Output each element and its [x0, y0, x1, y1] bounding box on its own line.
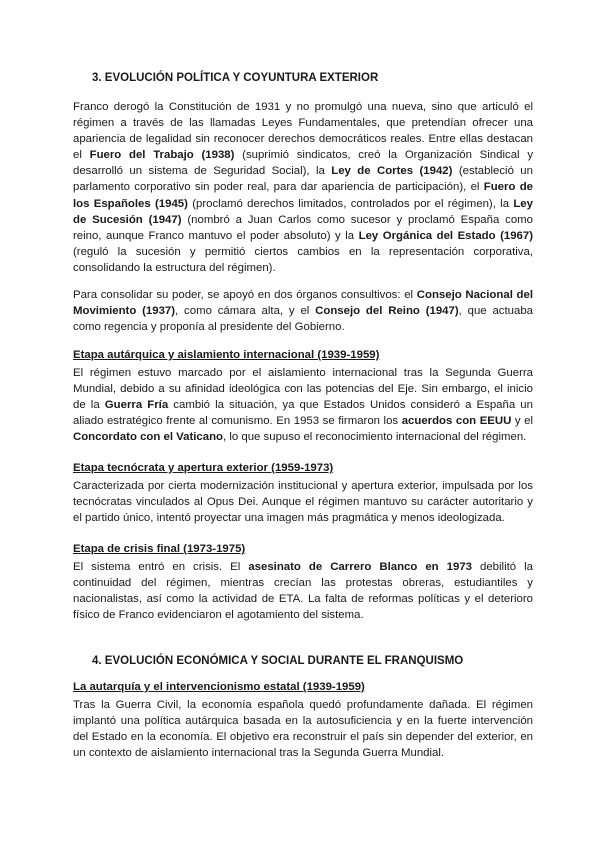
- text-line: [73, 287, 533, 303]
- text-run: aliado estratégico frente al comunismo. En 1953 se firmaron los: [73, 415, 402, 428]
- stage-autarquica-text: [73, 365, 533, 445]
- text-line: [73, 303, 533, 319]
- text-run: apariencia de legalidad sin reconocer derechos democráticos reales. Entre ellas destacan: [73, 133, 533, 146]
- text-line: [73, 179, 533, 195]
- text-run: consolidando la estructura del régimen).: [73, 261, 276, 274]
- bold-text-run: Fuero del Trabajo (1938): [89, 149, 235, 162]
- bold-text-run: Ley: [513, 197, 533, 210]
- text-run: nacionalistas, así como la actividad de ETA. La falta de reformas políticas y el deterioro: [73, 593, 533, 606]
- text-line: [73, 228, 533, 244]
- text-line: [73, 365, 533, 381]
- bold-text-run: Concordato con el Vaticano: [73, 431, 224, 444]
- section-4-heading: 4. EVOLUCIÓN ECONÓMICA Y SOCIAL DURANTE EL FRANQUISMO: [92, 655, 464, 667]
- text-line: [73, 319, 533, 335]
- text-line: [73, 478, 533, 494]
- text-run: (estableció un: [452, 165, 533, 178]
- text-line: [73, 212, 533, 228]
- text-run: El sistema entró en crisis. El: [73, 561, 249, 573]
- bold-text-run: Guerra Fría: [104, 399, 169, 412]
- text-run: , como cámara alta, y el: [175, 305, 316, 318]
- text-line: [73, 381, 533, 397]
- text-line: [73, 575, 533, 591]
- text-run: físico de Franco evidenciaron el agotamiento del sistema.: [73, 609, 364, 622]
- text-line: [73, 99, 533, 115]
- text-run: como regencia y proponía al presidente del Gobierno.: [73, 321, 345, 334]
- text-line: [73, 697, 533, 713]
- text-run: y el: [511, 415, 534, 428]
- bold-text-run: acuerdos con EEUU: [401, 415, 512, 428]
- text-line: [73, 494, 533, 510]
- text-run: Para consolidar su poder, se apoyó en dos órganos consultivos: el: [73, 289, 417, 301]
- bold-text-run: Movimiento (1937): [73, 305, 176, 318]
- text-line: [73, 429, 533, 445]
- bold-text-run: Consejo Nacional del: [416, 289, 533, 301]
- section-3-paragraph-2: [73, 287, 533, 335]
- text-line: [73, 147, 533, 163]
- stage-crisis-text: [73, 559, 533, 623]
- text-run: Tras la Guerra Civil, la economía española quedó profundamente dañada. El régimen: [73, 699, 533, 711]
- text-line: [73, 745, 533, 761]
- text-run: Franco derogó la Constitución de 1931 y no promulgó una nueva, sino que articuló el: [73, 101, 533, 113]
- text-line: [73, 413, 533, 429]
- text-run: , que actuaba: [458, 305, 533, 318]
- text-run: El régimen estuvo marcado por el aislamiento internacional tras la Segunda Guerra: [73, 367, 533, 379]
- text-line: [73, 510, 533, 526]
- text-line: [73, 163, 533, 179]
- bold-text-run: los Españoles (1945): [73, 197, 188, 210]
- stage-autarquica-title: Etapa autárquica y aislamiento internacional (1939-1959): [73, 349, 380, 361]
- text-run: de la: [73, 399, 105, 412]
- text-line: [73, 713, 533, 729]
- text-run: el partido único, intentó proyectar una imagen más pragmática y menos ideologizada.: [73, 512, 505, 525]
- text-run: tecnócratas vinculados al Opus Dei. Aunque el régimen mantuvo su carácter autoritario y: [73, 496, 533, 509]
- stage-autarquia-economica-title: La autarquía y el intervencionismo estatal (1939-1959): [73, 681, 365, 693]
- section-3-heading: 3. EVOLUCIÓN POLÍTICA Y COYUNTURA EXTERIOR: [92, 72, 379, 84]
- text-run: reino, aunque Franco mantuvo el poder absoluto) y la: [73, 229, 359, 242]
- stage-tecnocrata-text: [73, 478, 533, 526]
- text-run: el: [73, 149, 90, 162]
- text-line: [73, 244, 533, 260]
- text-run: Caracterizada por cierta modernización institucional y apertura exterior, impulsada por los: [73, 480, 533, 492]
- stage-crisis-title: Etapa de crisis final (1973-1975): [73, 543, 246, 555]
- text-run: Mundial, debido a su afinidad ideológica con las potencias del Eje. Sin embargo, el inicio: [73, 383, 533, 396]
- text-run: , lo que supuso el reconocimiento internacional del régimen.: [223, 431, 527, 444]
- text-run: parlamento corporativo sin poder real, para dar apariencia de participación), el: [73, 181, 484, 194]
- text-line: [73, 260, 533, 276]
- bold-text-run: Consejo del Reino (1947): [315, 305, 459, 318]
- stage-tecnocrata-title: Etapa tecnócrata y apertura exterior (1959-1973): [73, 462, 334, 474]
- text-line: [73, 196, 533, 212]
- section-3-paragraph-1: [73, 99, 533, 276]
- text-run: implantó una política autárquica basada en la autosuficiencia y en la fuerte intervención: [73, 715, 533, 728]
- text-run: régimen a través de las llamadas Leyes Fundamentales, que pretendían ofrecer una: [73, 117, 533, 130]
- text-run: desarrolló un sistema de Seguridad Social), la: [73, 165, 332, 178]
- stage-autarquia-economica-text: [73, 697, 533, 761]
- text-run: (suprimió sindicatos, creó la Organización Sindical y: [234, 149, 534, 162]
- bold-text-run: asesinato de Carrero Blanco en 1973: [248, 561, 472, 573]
- text-run: (reguló la sucesión y permitió ciertos cambios en la representación corporativa,: [73, 245, 533, 258]
- text-run: cambió la situación, ya que Estados Unidos consideró a España un: [168, 399, 533, 412]
- text-line: [73, 131, 533, 147]
- text-run: debilitó la: [472, 561, 533, 573]
- text-run: (nombró a Juan Carlos como sucesor y proclamó España como: [181, 213, 533, 226]
- bold-text-run: Ley Orgánica del Estado (1967): [358, 229, 533, 242]
- text-run: un contexto de aislamiento internacional tras la Segunda Guerra Mundial.: [73, 747, 445, 760]
- bold-text-run: Fuero de: [483, 181, 533, 194]
- text-line: [73, 591, 533, 607]
- text-line: [73, 115, 533, 131]
- text-run: (proclamó derechos limitados, controlados por el régimen), la: [187, 197, 514, 210]
- text-line: [73, 607, 533, 623]
- text-run: continuidad del régimen, mientras crecían las protestas obreras, estudiantiles y: [73, 577, 533, 590]
- bold-text-run: de Sucesión (1947): [73, 213, 182, 226]
- text-line: [73, 729, 533, 745]
- text-line: [73, 397, 533, 413]
- text-line: [73, 559, 533, 575]
- text-run: del Estado en la economía. El objetivo era reconstruir el país sin depender del exterior, en: [73, 731, 533, 744]
- bold-text-run: Ley de Cortes (1942): [331, 165, 453, 178]
